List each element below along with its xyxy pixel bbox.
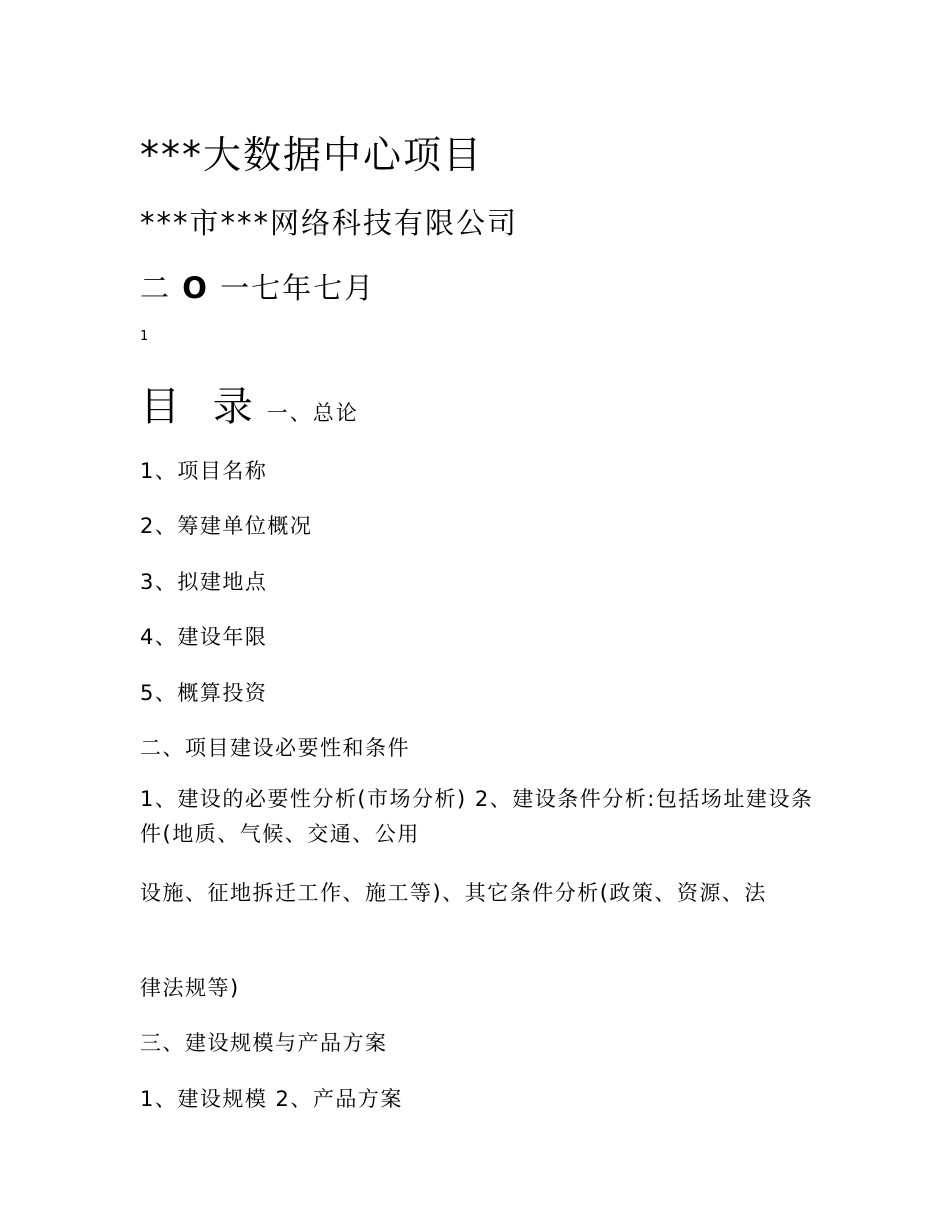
toc-line: 2、筹建单位概况 — [140, 514, 313, 538]
date-prefix: 二 — [140, 271, 172, 305]
date-o-char: O — [182, 271, 209, 305]
document-date — [140, 266, 375, 307]
toc-line: 1、建设的必要性分析(市场分析) 2、建设条件分析:包括场址建设条件(地质、气候、交通、公用 — [140, 787, 814, 846]
company-name: ***市***网络科技有限公司 — [140, 206, 519, 240]
toc-section-heading: 三、建设规模与产品方案 — [140, 1031, 388, 1055]
toc-line: 1、建设规模 2、产品方案 — [140, 1087, 403, 1111]
toc-line: 3、拟建地点 — [140, 570, 268, 594]
toc-heading-row — [140, 375, 359, 432]
toc-line: 5、概算投资 — [140, 681, 268, 705]
toc-line: 设施、征地拆迁工作、施工等)、其它条件分析(政策、资源、法 — [140, 881, 767, 905]
toc-heading: 目 录 — [140, 384, 263, 430]
page-number: 1 — [140, 329, 149, 344]
toc-line: 律法规等) — [140, 976, 240, 1000]
toc-section-heading: 二、项目建设必要性和条件 — [140, 736, 410, 760]
document-title: ***大数据中心项目 — [140, 133, 484, 177]
date-suffix: 一七年七月 — [220, 271, 376, 305]
toc-line: 4、建设年限 — [140, 625, 268, 649]
toc-line: 1、项目名称 — [140, 459, 268, 483]
toc-section-1-title: 一、总论 — [266, 401, 359, 425]
